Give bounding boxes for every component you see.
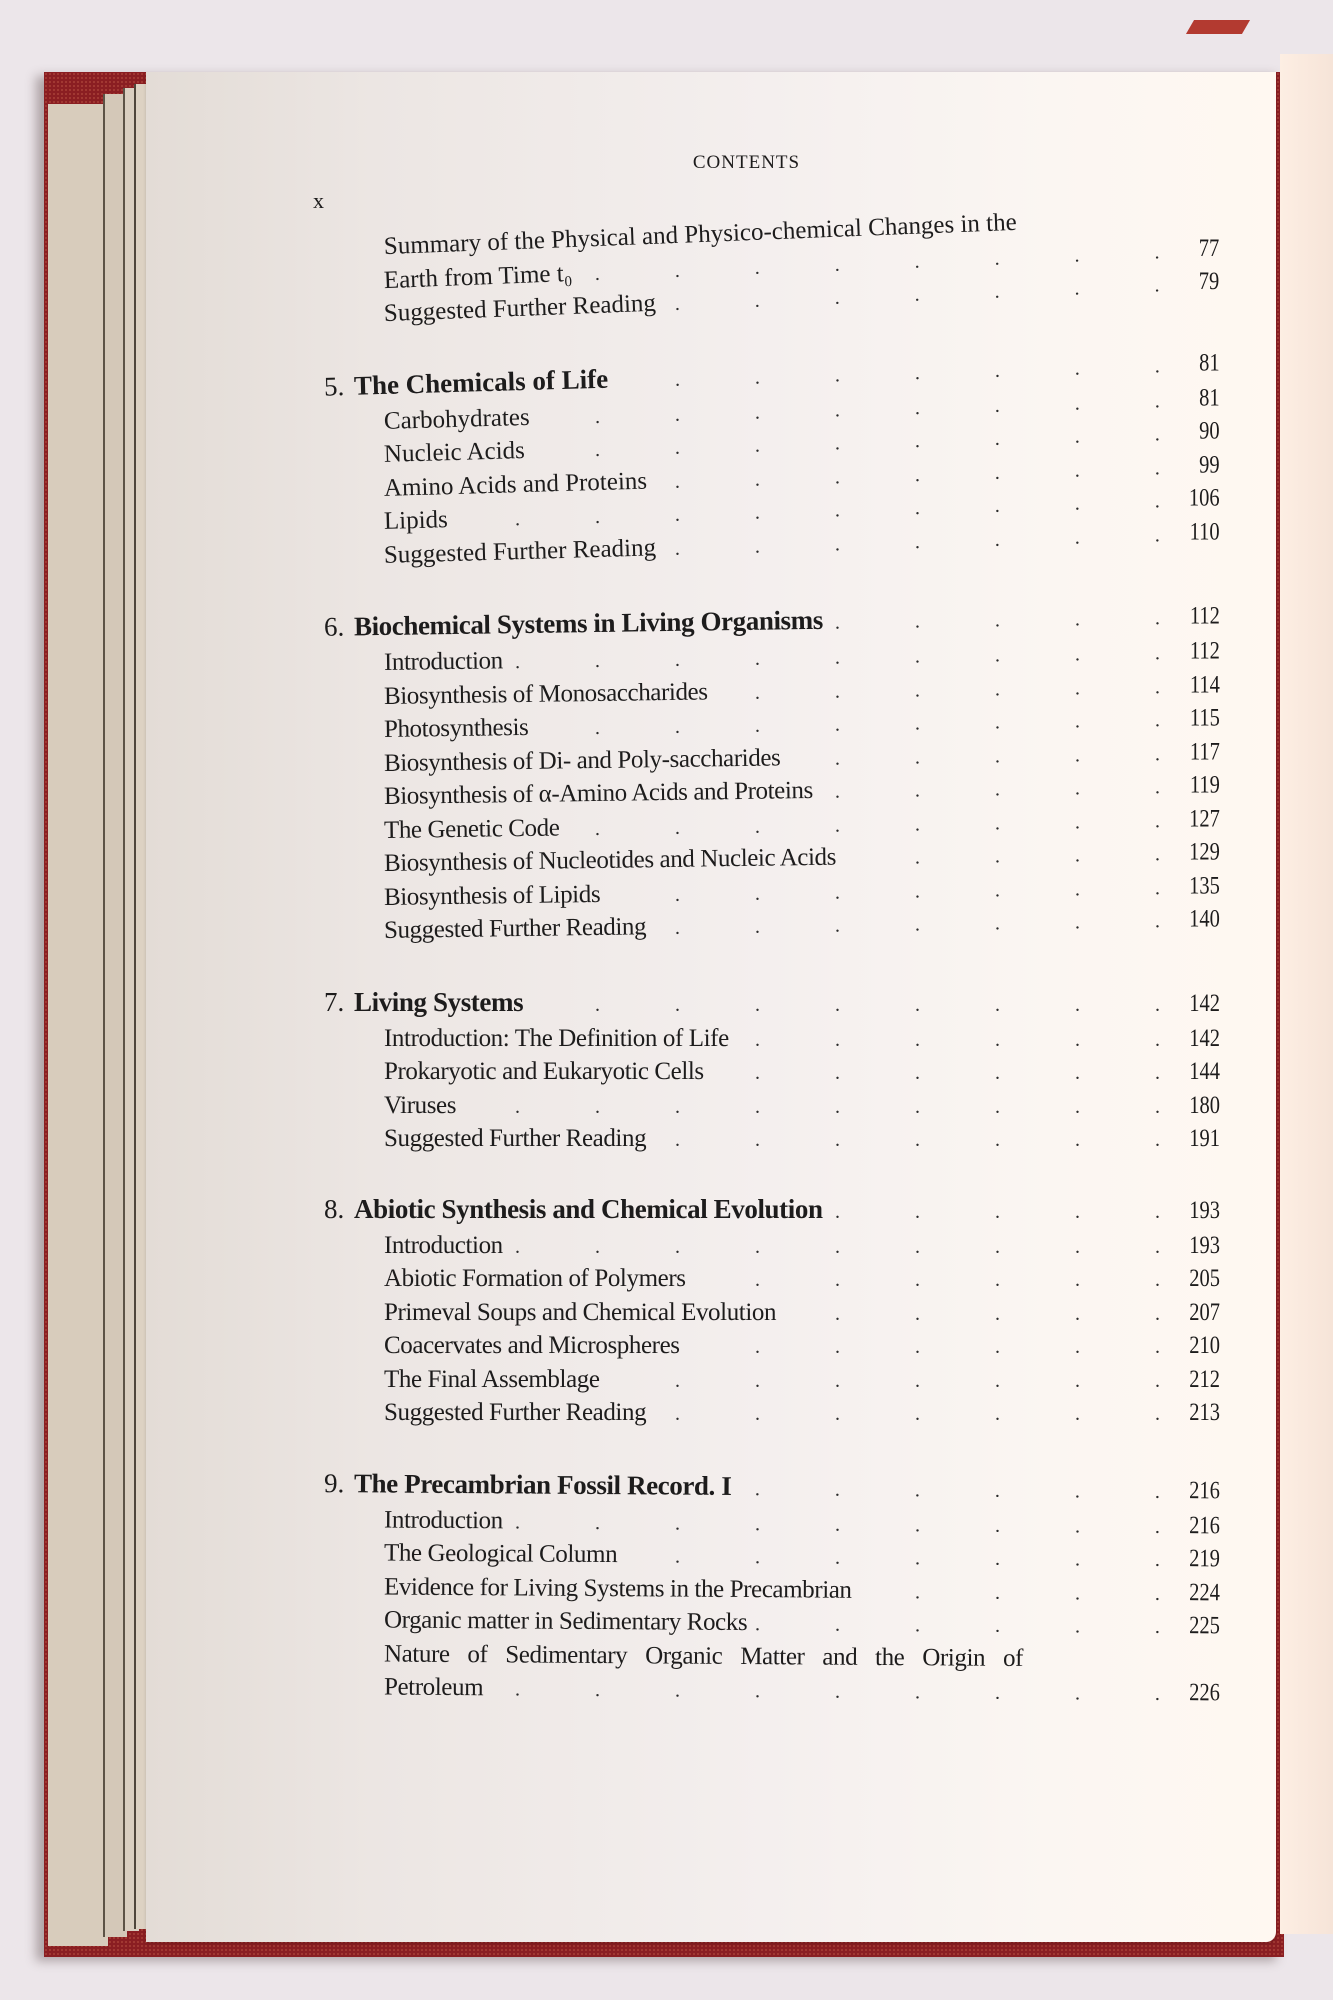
toc-entry-title: Nucleic Acids xyxy=(383,437,526,468)
dot-leader xyxy=(654,1124,1160,1157)
toc-entry-title: Primeval Soups and Chemical Evolution xyxy=(384,1298,777,1326)
toc-entry-title: The Final Assemblage xyxy=(384,1365,600,1393)
chapter-title: The Precambrian Fossil Record. I xyxy=(353,1467,732,1501)
toc-entry-title: Carbohydrates xyxy=(383,403,531,435)
toc-entry-title: Lipids xyxy=(383,506,449,535)
toc-entry-title: Amino Acids and Proteins xyxy=(383,467,648,502)
chapter-heading xyxy=(310,984,1220,1023)
dot-leader xyxy=(654,905,1160,945)
toc-entry-page: 114 xyxy=(1189,670,1220,698)
toc-entry xyxy=(310,1537,1220,1577)
chapter-title: Living Systems xyxy=(354,986,524,1017)
dot-leader xyxy=(654,1398,1160,1431)
toc-entry-page: 129 xyxy=(1189,838,1220,866)
toc-entry xyxy=(310,1671,1220,1711)
toc-entry-page: 77 xyxy=(1198,234,1220,262)
toc-entry-page: 112 xyxy=(1189,637,1220,665)
dot-leader xyxy=(511,1231,1160,1264)
toc-entry-title: Suggested Further Reading xyxy=(384,1125,647,1152)
running-head-text: CONTENTS xyxy=(692,152,801,173)
toc-entry-title: Biosynthesis of Lipids xyxy=(383,880,601,911)
dot-leader xyxy=(784,1298,1160,1331)
dot-leader xyxy=(831,1194,1160,1230)
toc-entry-page: 210 xyxy=(1189,1332,1220,1359)
toc-entry-page: 212 xyxy=(1189,1365,1220,1393)
toc-entry-page: 140 xyxy=(1189,905,1220,933)
toc-entry xyxy=(310,1123,1220,1157)
toc-entry-page: 99 xyxy=(1199,451,1220,479)
toc-entry xyxy=(310,1364,1220,1398)
toc-entry-page: 81 xyxy=(1199,384,1220,412)
toc-entry xyxy=(310,1604,1220,1644)
toc-entry-page: 191 xyxy=(1189,1125,1220,1152)
chapter-number: 6. xyxy=(323,611,345,642)
dot-leader xyxy=(712,1057,1160,1090)
chapter-5 xyxy=(310,349,1220,576)
toc-entry-title: Introduction xyxy=(384,1231,503,1259)
toc-entry-page: 110 xyxy=(1189,518,1220,546)
chapter-number: 5. xyxy=(323,370,345,402)
toc-entry-page: 117 xyxy=(1189,737,1220,765)
toc-entry-page: 79 xyxy=(1198,268,1220,296)
toc-entry-page: 225 xyxy=(1189,1612,1221,1640)
toc-entry-title: Organic matter in Sedimentary Rocks xyxy=(383,1606,748,1637)
toc-entry-title: Biosynthesis of Di- and Poly-saccharides xyxy=(383,743,781,777)
dot-leader xyxy=(737,1024,1160,1057)
chapter-number: 9. xyxy=(323,1467,345,1498)
toc-entry-title: Photosynthesis xyxy=(383,713,529,743)
toc-entry-page: 219 xyxy=(1189,1545,1221,1573)
chapter-page: 112 xyxy=(1189,602,1220,630)
toc-entry-title: The Geological Column xyxy=(383,1539,618,1569)
facing-page-edge xyxy=(1280,54,1333,1934)
toc-entry-title: Biosynthesis of α-Amino Acids and Proteins xyxy=(383,776,814,810)
toc-entry-page: 90 xyxy=(1199,417,1220,445)
dot-leader xyxy=(755,1608,1160,1643)
chapter-number: 8. xyxy=(324,1193,345,1224)
chapter-page: 193 xyxy=(1189,1196,1220,1224)
chapter-number: 7. xyxy=(324,986,345,1017)
toc-entry-title: The Genetic Code xyxy=(383,814,560,844)
toc-entry-title: Suggested Further Reading xyxy=(383,289,657,328)
toc-entry-title: Viruses xyxy=(384,1091,457,1119)
chapter-9 xyxy=(310,1465,1220,1705)
chapter-heading xyxy=(310,1191,1220,1230)
toc-entry-title: Introduction xyxy=(383,1506,503,1534)
dot-leader xyxy=(608,1365,1160,1398)
toc-entry xyxy=(310,1090,1220,1124)
toc-entry-page: 205 xyxy=(1189,1265,1220,1292)
dot-leader xyxy=(464,1091,1160,1124)
toc-entry-page: 207 xyxy=(1189,1298,1220,1326)
dot-leader xyxy=(831,600,1161,641)
toc-entry-title: Petroleum xyxy=(383,1673,484,1702)
chapter-title: Abiotic Synthesis and Chemical Evolution xyxy=(354,1193,823,1224)
page-leaf xyxy=(48,104,108,1946)
toc-entry-page: 106 xyxy=(1188,484,1220,512)
table-of-contents xyxy=(310,208,1221,1707)
toc-entry xyxy=(310,1056,1220,1090)
toc-entry-title: Biosynthesis of Monosaccharides xyxy=(383,677,708,710)
chapter-title: Biochemical Systems in Living Organisms xyxy=(353,604,824,642)
chapter-title: The Chemicals of Life xyxy=(353,363,609,401)
toc-entry-title: Suggested Further Reading xyxy=(383,533,657,569)
toc-entry-title: Abiotic Formation of Polymers xyxy=(384,1265,686,1292)
toc-entry-title: Biosynthesis of Nucleotides and Nucleic Acids xyxy=(383,843,837,877)
toc-entry-title: Introduction xyxy=(383,647,503,676)
bookmark-ribbon xyxy=(1186,20,1250,34)
dot-leader xyxy=(491,1673,1160,1710)
dot-leader xyxy=(844,838,1160,875)
dot-leader xyxy=(625,1540,1160,1576)
running-head xyxy=(0,152,1333,174)
chapter-page: 81 xyxy=(1199,349,1220,377)
toc-entry-page: 193 xyxy=(1189,1231,1220,1259)
toc-entry-page: 144 xyxy=(1189,1058,1220,1085)
toc-entry-title: Prokaryotic and Eukaryotic Cells xyxy=(384,1058,704,1085)
toc-entry-page: 119 xyxy=(1189,771,1220,799)
toc-entry-page: 224 xyxy=(1189,1578,1221,1606)
toc-entry-title: Coacervates and Microspheres xyxy=(384,1332,680,1359)
toc-entry-page: 226 xyxy=(1189,1679,1221,1707)
dot-leader xyxy=(511,1506,1160,1543)
dot-leader xyxy=(688,1331,1160,1364)
dot-leader xyxy=(859,1575,1160,1610)
chapter-page: 142 xyxy=(1189,989,1220,1017)
toc-entry-page: 180 xyxy=(1189,1091,1220,1119)
toc-entry-page: 213 xyxy=(1189,1399,1220,1426)
dot-leader xyxy=(788,738,1160,776)
toc-entry xyxy=(310,1297,1220,1331)
toc-entry-title: Nature of Sedimentary Organic Matter and the Origin of xyxy=(383,1640,1024,1672)
toc-entry xyxy=(310,1330,1220,1364)
toc-entry-title: Earth from Time t₀ xyxy=(383,259,573,294)
toc-entry-title: Evidence for Living Systems in the Precambrian xyxy=(383,1573,852,1604)
dot-leader xyxy=(739,1470,1160,1509)
dot-leader xyxy=(821,771,1160,808)
dot-leader xyxy=(694,1264,1160,1297)
toc-entry-page: 216 xyxy=(1189,1511,1221,1539)
chapter-page: 216 xyxy=(1189,1476,1221,1504)
toc-entry-page: 127 xyxy=(1189,804,1220,832)
toc-entry xyxy=(310,1023,1220,1057)
chapter-8 xyxy=(310,1191,1220,1431)
chapter-6 xyxy=(310,602,1220,950)
chapter-heading xyxy=(310,1465,1220,1510)
toc-entry-page: 115 xyxy=(1189,704,1220,732)
toc-entry-title: Summary of the Physical and Physico-chemical Changes in the xyxy=(383,208,1018,261)
toc-entry xyxy=(310,1397,1220,1431)
toc-entry-title: Suggested Further Reading xyxy=(384,1399,647,1426)
toc-entry-title: Suggested Further Reading xyxy=(383,913,647,944)
toc-entry-page: 142 xyxy=(1189,1024,1220,1052)
toc-entry-title: Introduction: The Definition of Life xyxy=(384,1024,729,1052)
toc-entry xyxy=(310,1230,1220,1264)
dot-leader xyxy=(531,987,1160,1023)
chapter-7 xyxy=(310,984,1220,1157)
page-number: x xyxy=(313,188,324,213)
toc-entry-page: 135 xyxy=(1189,871,1220,899)
toc-preamble xyxy=(310,208,1220,335)
toc-entry xyxy=(310,1263,1220,1297)
